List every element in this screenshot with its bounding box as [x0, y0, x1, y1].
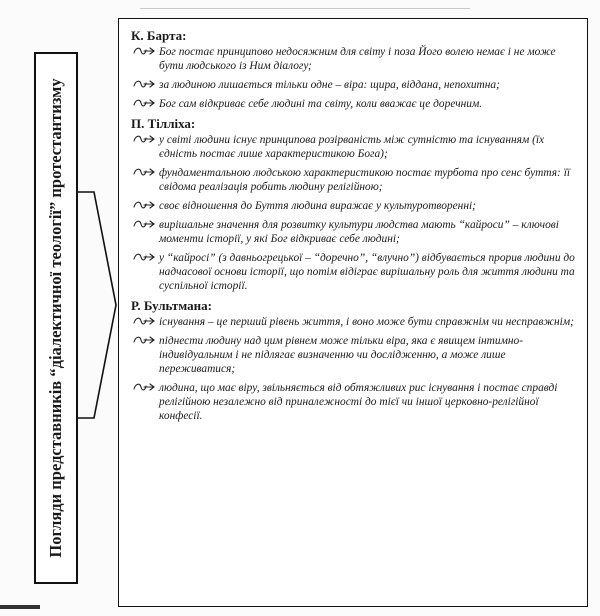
list-item-text: Бог сам відкриває себе людині та світу, коли вважає це доречним.	[159, 98, 483, 110]
list-item-text: за людиною лишається тільки одне – віра: щира, віддана, непохитна;	[159, 79, 500, 91]
list-item-text: фундаментальною людською характеристикою постає турбота про сенс буття: її свідома реалізація робить людину релігійною;	[159, 167, 571, 193]
list-item-text: людина, що має віру, звільняється від обтяжливих рис існування і постає справді релігійною незалежно від приналежності до тієї чи іншої церковно-релігійної конфесії.	[159, 382, 558, 422]
list-item	[129, 315, 579, 329]
quill-bullet-icon	[132, 381, 156, 393]
list-item	[129, 199, 579, 213]
quill-bullet-icon	[132, 315, 156, 327]
list-item	[129, 133, 579, 161]
quill-bullet-icon	[132, 218, 156, 230]
list-item-text: своє відношення до Буття людина виражає у культуротворенні;	[159, 200, 476, 212]
list-item	[129, 166, 579, 194]
quill-bullet-icon	[132, 78, 156, 90]
quill-bullet-icon	[132, 45, 156, 57]
side-label-box	[34, 52, 78, 584]
list-item	[129, 97, 579, 111]
section-heading: П. Тілліха:	[131, 116, 196, 131]
quill-bullet-icon	[132, 251, 156, 263]
list-item-text: піднести людину над цим рівнем може тільки віра, яка є явищем інтимно-індивідуальним і не підлягає визначенню чи дослідженню, а може лише переживатися;	[159, 335, 524, 375]
list-item-text: Бог постає принципово недосяжним для світу і поза Його волею немає і не може бути людського із Ним діалогу;	[159, 46, 556, 72]
top-rule	[140, 0, 470, 9]
bottom-rule	[0, 605, 40, 609]
list-item-text: існування – це перший рівень життя, і воно може бути справжнім чи несправжнім;	[159, 316, 574, 328]
list-item	[129, 251, 579, 293]
section-heading: Р. Бультмана:	[131, 298, 212, 313]
list-item	[129, 45, 579, 73]
list-item	[129, 381, 579, 423]
list-item	[129, 78, 579, 92]
list-item	[129, 218, 579, 246]
section-heading: К. Барта:	[131, 28, 187, 43]
quill-bullet-icon	[132, 334, 156, 346]
list-item-text: вирішальне значення для розвитку культури людства мають “кайроси” – ключові моменти історії, у які Бог відкриває себе людині;	[159, 219, 559, 245]
content-box	[118, 18, 588, 607]
arrow-right-icon	[76, 180, 120, 430]
quill-bullet-icon	[132, 133, 156, 145]
quill-bullet-icon	[132, 166, 156, 178]
list-item	[129, 334, 579, 376]
quill-bullet-icon	[132, 199, 156, 211]
side-label: Погляди представників “діалектичної теології” протестантизму	[46, 78, 65, 558]
list-item-text: у світі людини існує принципова розірваність між сутністю та існуванням (їх єдність постає лише характеристикою Бога);	[159, 134, 545, 160]
list-item-text: у “кайросі” (з давньогрецької – “доречно”, “влучно”) відбувається прорив людини до надчасової основи історії, що потім відіграє вирішальну роль для життя людини та суспільної історії.	[159, 252, 575, 292]
quill-bullet-icon	[132, 97, 156, 109]
